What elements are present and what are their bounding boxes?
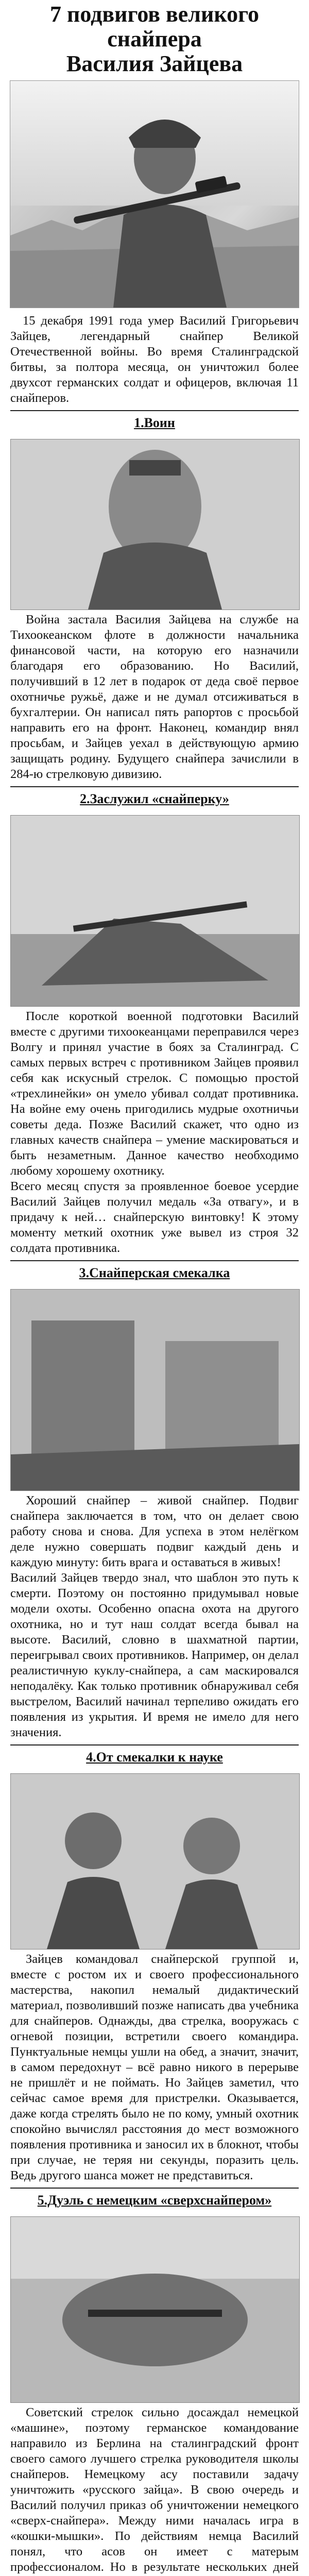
section-paragraph: Советский стрелок сильно досаждал немецкой «машине», поэтому германское командование направило из Берлина на сталинградский фронт своего самого лучшего стрелка руководителя школы снайперов. Немецкому асу поставили задачу уничтожить «русского зайца». В свою очередь и Василий получил приказ об уничтожении немецкого «сверх-снайпера». Между ними началась игра в «кошки-мышки». По действиям немца Василий понял, что асов он имеет с матерым профессионалом. Но в результате нескольких дней (10, 2405, 299, 2574)
hero-photo (10, 80, 299, 308)
section-paragraph: После короткой военной подготовки Василий вместе с другими тихоокеанцами переправился через Волгу и принял участие в боях за Сталинград. С самых первых встреч с противником Зайцев проявил себя как искусный стрелок. С помощью простой «трехлинейки» он умело убивал солдат противника. На войне ему очень пригодились мудрые охотничьи советы деда. Позже Василий скажет, что одно из главных качеств снайпера – умение маскироваться и быть незаметным. Данное качество необходимо любому хорошему охотнику. Всего месяц спустя за проявленное боевое усердие Василий Зайцев получил медаль «За отвагу», и в придачу к ней… снайперскую винтовку! К этому моменту меткий охотник уже вывел из строя 32 солдата противника. (10, 1009, 299, 1255)
section-photo (10, 2216, 300, 2403)
section-body (10, 1009, 299, 1256)
section-heading: 1.Воин (134, 415, 175, 430)
section-heading: 5.Дуэль с немецким «сверхснайпером» (37, 2193, 272, 2208)
section-heading: 3.Снайперская смекалка (79, 1265, 230, 1280)
section-photo (10, 815, 300, 1007)
article-title (0, 0, 309, 76)
section-photo (10, 1773, 300, 1950)
divider (10, 2188, 299, 2189)
section-paragraph: Хороший снайпер – живой снайпер. Подвиг снайпера заключается в том, что он делает свою работу снова и снова. Для успеха в этом нелёгком деле нужно совершать подвиг каждый день и каждую минуту: бить врага и оставаться в живых! Василий Зайцев твердо знал, что шаблон это путь к смерти. Поэтому он постоянно придумывал новые модели охоты. Особенно опасна охота на другого охотника, но и тут наш солдат всегда бывал на высоте. Василий, словно в шахматной партии, переигрывал своих противников. Например, он делал реалистичную куклу-снайпера, а сам маскировался неподалёку. Как только противник обнаруживал себя выстрелом, Василий начинал терпеливо ожидать его появления из укрытия. И время не имело для него значения. (10, 1494, 299, 1739)
section-paragraph: Война застала Василия Зайцева на службе на Тихоокеанском флоте в должности начальника финансовой части, на которую его назначили благодаря его образованию. Но Василий, получивший в 12 лет в подарок от деда своё первое охотничье ружьё, даже и не думал отсиживаться в бухгалтерии. Он написал пять рапортов с просьбой направить его на фронт. Наконец, командир внял просьбам, и Зайцев уехал в действующую армию защищать родину. Будущего снайпера зачислили в 284-ю стрелковую дивизию. (10, 613, 299, 781)
section-1 (10, 414, 299, 782)
intro-paragraph: 15 декабря 1991 года умер Василий Григорьевич Зайцев, легендарный снайпер Великой Отечественной войны. Во время Сталинградской битвы, за полтора месяца, он уничтожил более двухсот германских солдат и офицеров, включая 11 снайперов. (10, 314, 299, 405)
divider (10, 786, 299, 787)
divider (10, 1744, 299, 1745)
section-body (10, 1952, 299, 2183)
section-photo-illustration (11, 816, 299, 1006)
section-photo-illustration (11, 1290, 299, 1490)
section-body (10, 1493, 299, 1740)
section-photo (10, 439, 300, 610)
divider (10, 410, 299, 411)
section-photo (10, 1289, 300, 1491)
intro-text (10, 313, 299, 406)
section-photo-illustration (11, 2217, 299, 2402)
divider (10, 1260, 299, 1261)
title-line-2: Василия Зайцева (66, 51, 243, 76)
section-body (10, 2405, 299, 2576)
section-body (10, 612, 299, 782)
title-line-1: 7 подвигов великого снайпера (50, 2, 259, 52)
hero-photo-illustration (10, 81, 299, 308)
section-heading: 2.Заслужил «снайперку» (80, 791, 229, 806)
section-5 (10, 2192, 299, 2576)
section-4 (10, 1749, 299, 2183)
section-paragraph: Зайцев командовал снайперской группой и, вместе с ростом их и своего профессионального мастерства, накопил немалый дидактический материал, позволивший позже написать два учебника для снайперов. Однажды, два стрелка, вооружась с огневой позиции, встретили своего командира. Пунктуальные немцы ушли на обед, а значит, значит, в самом передохнут – всё равно никого в перерыве не пришлёт и не поймать. Но Зайцев заметил, что сейчас самое время для пристрелки. Оказывается, даже когда стрелять было не по кому, умный охотник спокойно вычислял расстояния до мест возможного появления противника и заносил их в блокнот, чтобы при случае, не теряя ни секунды, поразить цель. Ведь другого шанса может не представиться. (10, 1952, 299, 2182)
section-heading: 4.От смекалки к науке (86, 1750, 223, 1765)
section-photo-illustration (11, 1774, 299, 1949)
section-photo-illustration (11, 439, 299, 609)
section-2 (10, 790, 299, 1256)
section-3 (10, 1264, 299, 1740)
